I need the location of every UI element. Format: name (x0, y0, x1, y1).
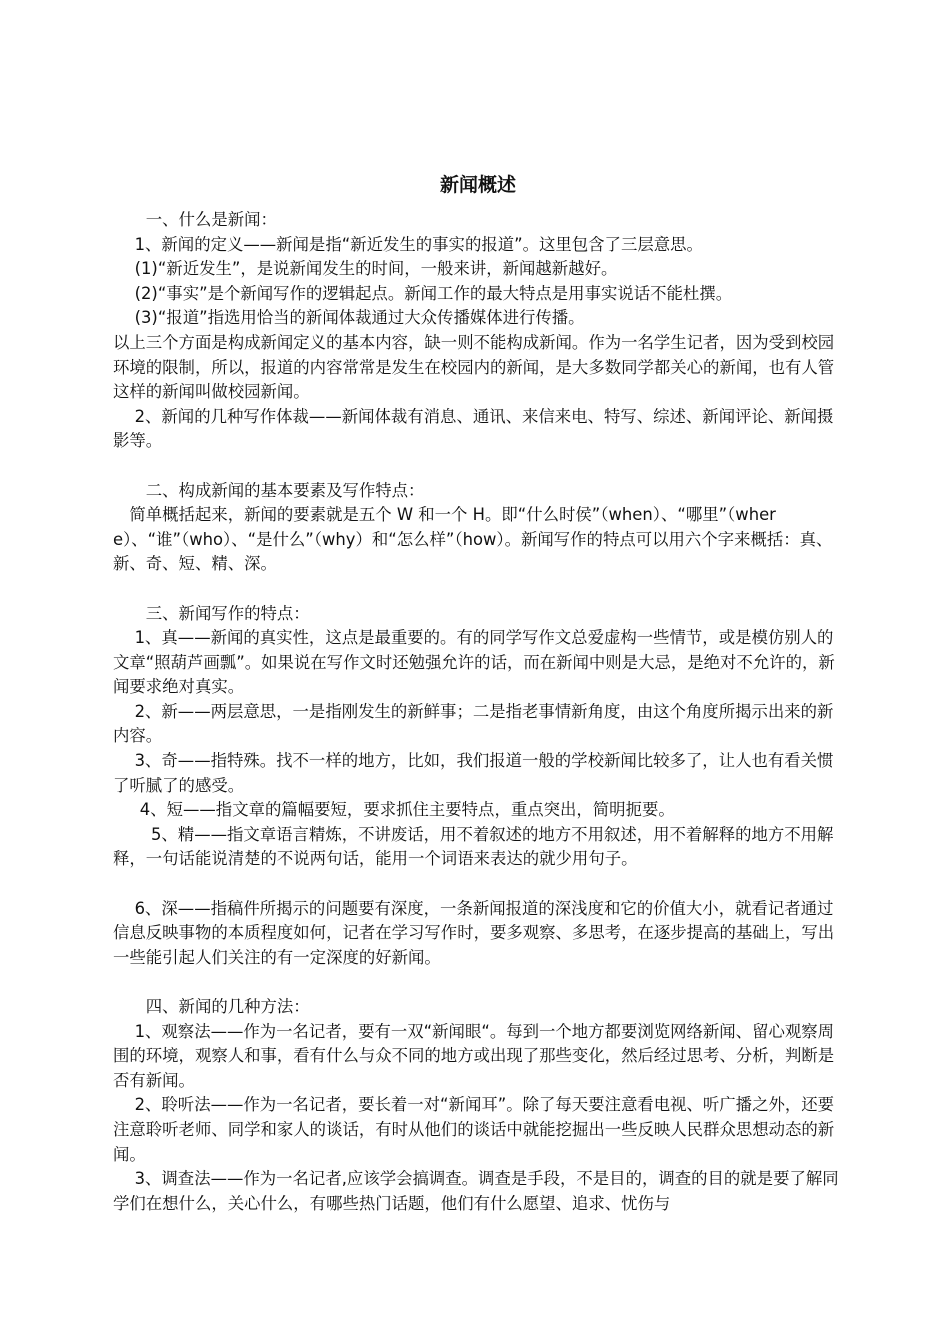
paragraph-new: 2、新——两层意思，一是指刚发生的新鲜事；二是指老事情新角度，由这个角度所揭示出来的新内容。 (113, 701, 834, 746)
paragraph-fact: (2)“事实”是个新闻写作的逻辑起点。新闻工作的最大特点是用事实说话不能杜撰。 (113, 283, 733, 303)
paragraph-short: 4、短——指文章的篇幅要短，要求抓住主要特点，重点突出，简明扼要。 (113, 800, 675, 820)
document-page (113, 172, 843, 1216)
section-heading-3: 三、新闻写作的特点： (113, 603, 310, 623)
paragraph-report: (3)“报道”指选用恰当的新闻体裁通过大众传播媒体进行传播。 (113, 308, 585, 328)
section-heading-4: 四、新闻的几种方法： (113, 997, 310, 1016)
paragraph-listen: 2、聆听法——作为一名记者，要长着一对“新闻耳”。除了每天要注意看电视、听广播之外，还要注意聆听老师、同学和家人的谈话，有时从他们的谈话中就能挖掘出一些反映人民群众思想动态的新闻。 (113, 1095, 835, 1164)
paragraph-genres: 2、新闻的几种写作体裁——新闻体裁有消息、通讯、来信来电、特写、综述、新闻评论、新闻摄影等。 (113, 406, 834, 451)
paragraph-concise: 5、精——指文章语言精炼，不讲废话，用不着叙述的地方不用叙述，用不着解释的地方不用解释，一句话能说清楚的不说两句话，能用一个词语来表达的就少用句子。 (113, 824, 834, 869)
paragraph-news-definition: 1、新闻的定义——新闻是指“新近发生的事实的报道”。这里包含了三层意思。 (113, 234, 703, 254)
section-heading-1: 一、什么是新闻： (113, 210, 277, 229)
paragraph-true: 1、真——新闻的真实性，这点是最重要的。有的同学写作文总爱虚构一些情节，或是模仿别人的文章“照葫芦画瓢”。如果说在写作文时还勉强允许的话，而在新闻中则是大忌，是绝对不允许的，新闻要求绝对真实。 (113, 628, 835, 697)
section-heading-2: 二、构成新闻的基本要素及写作特点： (113, 480, 425, 500)
blank-line (113, 454, 843, 479)
document-title: 新闻概述 (439, 174, 516, 196)
paragraph-recent: (1)“新近发生”，是说新闻发生的时间，一般来讲，新闻越新越好。 (113, 259, 618, 279)
blank-line (113, 577, 843, 602)
blank-line (113, 970, 843, 995)
paragraph-deep: 6、深——指稿件所揭示的问题要有深度，一条新闻报道的深浅度和它的价值大小，就看记者通过信息反映事物的本质程度如何，记者在学习写作时，要多观察、多思考，在逐步提高的基础上，写出一些能引起人们关注的有一定深度的好新闻。 (113, 898, 835, 967)
blank-line (113, 872, 843, 897)
paragraph-survey: 3、调查法——作为一名记者,应该学会搞调查。调查是手段，不是目的，调查的目的就是要了解同学们在想什么，关心什么，有哪些热门话题，他们有什么愿望、追求、忧伤与 (113, 1169, 839, 1213)
paragraph-special: 3、奇——指特殊。找不一样的地方，比如，我们报道一般的学校新闻比较多了，让人也有看关惯了听腻了的感受。 (113, 751, 834, 795)
paragraph-elements: 简单概括起来，新闻的要素就是五个 W 和一个 H。即“什么时侯”（when）、“哪里”（where）、“谁”（who）、“是什么”（why）和“怎么样”（how）。新闻写作的特点可以用六个字来概括：真、新、奇、短、精、深。 (113, 505, 833, 574)
paragraph-observe: 1、观察法——作为一名记者，要有一双“新闻眼“。每到一个地方都要浏览网络新闻、留心观察周围的环境，观察人和事，看有什么与众不同的地方或出现了那些变化，然后经过思考、分析，判断是否有新闻。 (113, 1021, 835, 1090)
paragraph-summary: 以上三个方面是构成新闻定义的基本内容，缺一则不能构成新闻。作为一名学生记者，因为受到校园环境的限制，所以，报道的内容常常是发生在校园内的新闻，是大多数同学都关心的新闻，也有人管这样的新闻叫做校园新闻。 (113, 332, 835, 402)
